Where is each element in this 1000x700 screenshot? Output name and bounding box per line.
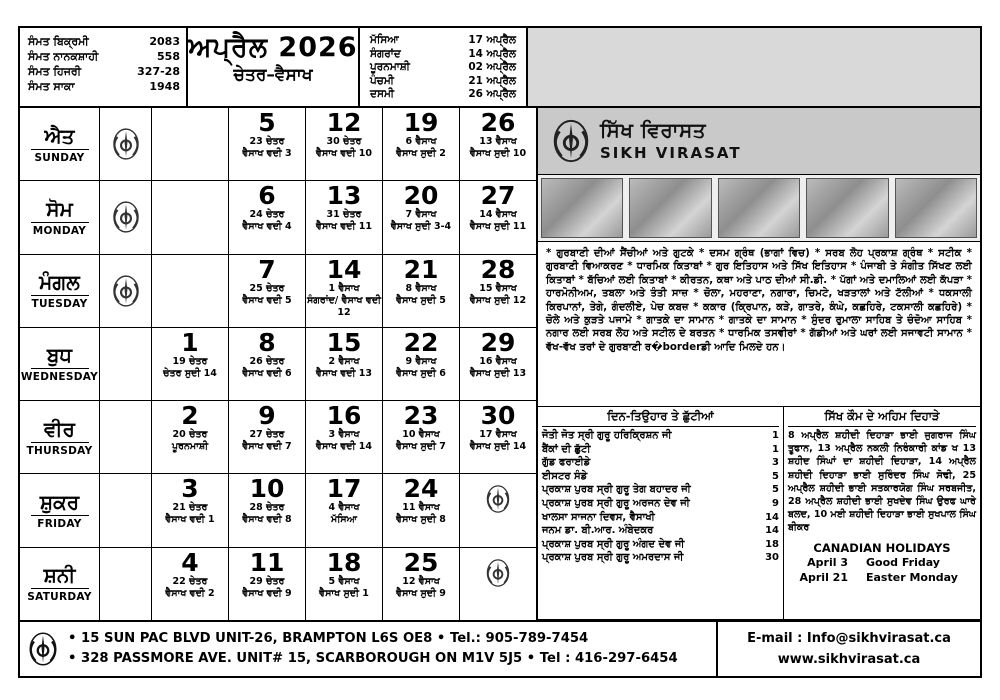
date-number: 1 [181,327,199,357]
footer-logo [20,622,66,676]
date-tithi: ਵੈਸਾਖ ਸੁਦੀ 10 [469,148,527,159]
date-cell [383,108,460,180]
date-cell [383,255,460,327]
date-number: 25 [403,547,439,577]
date-desi: 22 ਚੇਤਰ [172,575,208,587]
date-cell [152,255,229,327]
weekday-name-pa: ਵੀਰ [31,418,89,443]
date-desi: 5 ਵੈਸਾਖ [328,575,360,587]
date-tithi: ਪੂਰਨਮਾਸ਼ੀ [171,441,209,453]
holiday-row [788,570,976,585]
date-number: 26 [480,108,516,137]
date-number: 28 [480,254,516,284]
khanda-icon [28,631,58,667]
moon-event-row [370,75,516,89]
date-tithi: ਵੈਸਾਖ ਵਦੀ 10 [316,148,372,159]
date-tithi: ਵੈਸਾਖ ਵਦੀ 5 [242,294,292,306]
event-day: 30 [765,552,779,564]
header-bar [20,28,980,108]
date-desi: 11 ਵੈਸਾਖ [402,502,440,514]
moon-event-date: 17 ਅਪ੍ਰੈਲ [468,34,516,46]
date-cell [152,328,229,400]
event-day: 18 [765,538,779,550]
date-tithi: ਵੈਸਾਖ ਵਦੀ 7 [242,441,292,453]
event-row [542,470,779,484]
date-number: 7 [258,254,276,284]
calendar-body [20,108,980,620]
date-desi: 30 ਚੇਤਰ [326,136,362,147]
date-tithi: ਵੈਸਾਖ ਸੁਦੀ 14 [469,441,527,453]
date-number: 11 [249,547,285,577]
date-tithi: ਵੈਸਾਖ ਵਦੀ 9 [242,587,292,599]
moon-event-label: ਸੰਗਰਾਂਦ [370,47,401,60]
date-cell [229,474,306,546]
footer-bar [20,620,980,676]
date-cell [229,548,306,620]
weekday-name-en: FRIDAY [37,518,82,531]
date-tithi: ਵੈਸਾਖ ਸੁਦੀ 9 [396,587,446,599]
event-day: 1 [772,443,779,455]
event-row [542,483,779,497]
date-cell [306,181,383,253]
week-row-friday [20,474,536,547]
date-number: 4 [181,547,199,577]
date-tithi: ਵੈਸਾਖ ਸੁਦੀ 8 [396,514,446,526]
date-desi: 7 ਵੈਸਾਖ [405,209,437,221]
date-cell [229,108,306,180]
date-cell [229,255,306,327]
weekday-name-en: TUESDAY [31,298,88,311]
weekday-label-thursday [20,401,100,473]
weekday-name-pa: ਸ਼ੁਕਰ [31,491,89,516]
date-number: 29 [480,327,516,357]
events-heading: ਦਿਨ-ਤਿਉਹਾਰ ਤੇ ਛੁੱਟੀਆਂ [542,409,779,427]
date-tithi: ਵੈਸਾਖ ਸੁਦੀ 3-4 [390,221,452,233]
date-number: 13 [326,181,362,211]
date-desi: 1 ਵੈਸਾਖ [328,282,360,294]
email-text[interactable]: E-mail : Info@sikhvirasat.ca [747,631,951,646]
khanda-cell [100,255,152,327]
events-column [538,407,784,619]
event-day: 14 [765,525,779,537]
date-cell [306,548,383,620]
date-cell [306,401,383,473]
date-desi: 21 ਚੇਤਰ [172,502,208,514]
event-row [542,443,779,457]
event-name: ਈਸਟਰ ਸੰਡੇ [542,470,588,482]
banner-title-pa: ਸਿੱਖ ਵਿਰਾਸਤ [600,118,707,142]
footer-contact [718,622,980,676]
date-number: 12 [326,108,362,137]
samvat-value: 558 [157,50,180,63]
event-row [542,511,779,525]
date-cell [383,328,460,400]
product-photo [629,178,711,238]
date-desi: 4 ਵੈਸਾਖ [328,502,360,514]
date-desi: 27 ਚੇਤਰ [249,429,285,441]
samvat-row [28,49,180,64]
calendar-grid [20,108,538,620]
date-tithi: ਵੈਸਾਖ ਸੁਦੀ 13 [469,367,527,379]
date-number: 22 [403,327,439,357]
date-tithi: ਵੈਸਾਖ ਵਦੀ 14 [316,441,372,453]
week-row-monday [20,181,536,254]
date-cell [383,548,460,620]
moon-event-date: 14 ਅਪ੍ਰੈਲ [468,47,516,60]
product-photo-strip [538,175,980,242]
event-name: ਪ੍ਰਕਾਸ਼ ਪੁਰਬ ਸ੍ਰੀ ਗੁਰੂ ਅਰਜਨ ਦੇਵ ਜੀ [542,497,690,509]
samvat-row [28,34,180,49]
moon-event-date: 21 ਅਪ੍ਰੈਲ [468,74,516,87]
date-cell [229,328,306,400]
date-cell-empty [460,548,536,620]
moon-event-label: ਪੰਚਮੀ [370,74,394,87]
weekday-name-en: SUNDAY [34,151,85,164]
khanda-cell [100,474,152,546]
date-number: 3 [181,474,199,504]
khanda-cell [100,181,152,253]
weekday-label-tuesday [20,255,100,327]
samvat-row [28,64,180,79]
sikh-days-heading: ਸਿੱਖ ਕੌਮ ਦੇ ਅਹਿਮ ਦਿਹਾੜੇ [788,409,976,427]
date-desi: 31 ਚੇਤਰ [326,209,362,221]
event-row [542,524,779,538]
event-row [542,538,779,552]
event-day: 14 [765,511,779,523]
week-row-sunday [20,108,536,181]
event-name: ਜਨਮ ਡਾ. ਬੀ.ਆਰ. ਅੰਬੇਦਕਰ [542,525,654,537]
weekday-name-en: SATURDAY [27,591,92,604]
khanda-cell [100,108,152,180]
date-cell [152,548,229,620]
date-desi: 14 ਵੈਸਾਖ [479,209,517,221]
event-row [542,551,779,565]
product-photo [806,178,888,238]
date-tithi: ਮੱਸਿਆ [331,514,357,526]
date-desi: 24 ਚੇਤਰ [249,209,285,221]
khanda-icon [111,127,141,161]
date-tithi: ਚੇਤਰ ਸੁਦੀ 14 [163,367,217,379]
weekday-label-sunday [20,108,100,180]
date-desi: 15 ਵੈਸਾਖ [479,282,517,294]
date-tithi: ਵੈਸਾਖ ਵਦੀ 2 [165,587,215,599]
date-desi: 9 ਵੈਸਾਖ [405,355,437,367]
samvat-label: ਸੰਮਤ ਬਿਕ੍ਰਮੀ [28,35,89,48]
samvat-value: 1948 [149,80,180,93]
date-desi: 20 ਚੇਤਰ [172,429,208,441]
date-number: 27 [480,181,516,211]
khanda-icon [485,484,511,514]
date-desi: 17 ਵੈਸਾਖ [479,429,517,441]
date-cell [383,474,460,546]
weekday-name-pa: ਬੁਧ [31,344,89,369]
date-number: 30 [480,401,516,431]
sikh-virasat-banner [538,108,980,175]
khanda-icon [485,558,511,588]
products-description: * ਗੁਰਬਾਣੀ ਦੀਆਂ ਸੈਂਚੀਆਂ ਅਤੇ ਗੁਟਕੇ * ਦਸਮ ਗ੍ਰੰਥ (ਭਾਗਾਂ ਵਿਚ) * ਸਰਬ ਲੋਹ ਪ੍ਰਕਾਸ਼ ਗ੍ਰੰਥ * ਸਟੀਕ * ਗੁਰਬਾਣੀ ਵਿਆਕਰਣ * ਧਾਰਮਿਕ ਕਿਤਾਬਾਂ * ਗੁਰ ਇਤਿਹਾਸ ਅਤੇ ਸਿੱਖ ਇਤਿਹਾਸ * ਪੰਜਾਬੀ ਤੇ ਸੰਗੀਤ ਸਿੱਖਣ ਲਈ ਕਿਤਾਬਾਂ * ਬੱਚਿਆਂ ਲਈ ਕਿਤਾਬਾਂ * ਕੀਰਤਨ, ਕਥਾ ਅਤੇ ਪਾਠ ਦੀਆਂ ਸੀ.ਡੀ. * ਪੱਗਾਂ ਅਤੇ ਦਮਾਲਿਆਂ ਲਈ ਕੱਪੜਾ * ਹਾਰਮੋਨੀਅਮ, ਤਬਲਾ ਅਤੇ ਤੰਤੀ ਸਾਜ਼ * ਚੋਲਾ, ਮਹਰਾਣਾ, ਨਗਾਰਾ, ਚਿਮਟੇ, ਖੜਤਾਲਾਂ ਅਤੇ ਟੱਲੀਆਂ * ਧਕਸਾਲੀ ਕਿਰਪਾਨਾਂ, ਤੇਗੇ, ਗੰਦਲੀਏ, ਪੇਚ ਕਬਜ਼ * ਕਕਾਰ (ਕ੍ਰਿਪਾਨ, ਕੜੇ, ਗਾਤਰੇ, ਕੰਘੇ, ਕਛਹਿਰੇ, ਟਕਸਾਲੀ ਕਛਹਿਰੇ) * ਚੋਲੇ ਅਤੇ ਕੁੜਤੇ ਪਜਾਮੇ * ਗਾਤਕੇ ਦਾ ਸਾਮਾਨ * ਗਾਤਕੇ ਦਾ ਸਾਮਾਨ * ਸੁੰਦਰ ਰੁਮਾਲਾ ਸਾਹਿਬ ਤੇ ਚੰਦੋਆ ਸਾਹਿਬ * ਨਗਾਰ ਲਈ ਸਰਬ ਲੋਹ ਅਤੇ ਸਟੀਲ ਦੇ ਬਰਤਨ * ਧਾਰਮਿਕ ਤਸਵੀਰਾਂ * ਗੱਡੀਆਂ ਅਤੇ ਘਰਾਂ ਲਈ ਸਜਾਵਟੀ ਸਾਮਾਨ * ਵੱਖ-ਵੱਖ ਤਰਾਂ ਦੇ ਗੁਰਬਾਣੀ ਰ�borderਡੀ ਆਦਿ ਮਿਲਦੇ ਹਨ। [538,242,980,407]
date-tithi: ਵੈਸਾਖ ਸੁਦੀ 11 [469,221,527,233]
date-desi: 25 ਚੇਤਰ [249,282,285,294]
date-desi: 19 ਚੇਤਰ [172,355,208,367]
samvat-row [28,79,180,94]
date-number: 10 [249,474,285,504]
date-number: 14 [326,254,362,284]
date-cell [306,474,383,546]
calendar-frame [18,26,982,678]
holiday-row [788,555,976,570]
date-number: 20 [403,181,439,211]
weekday-name-pa: ਐਤ [31,125,89,150]
canadian-holidays-heading: CANADIAN HOLIDAYS [813,540,951,555]
date-tithi: ਵੈਸਾਖ ਵਦੀ 8 [242,514,292,526]
desi-month-name: ਚੇਤਰ–ਵੈਸਾਖ [233,65,313,85]
date-number: 16 [326,401,362,431]
month-name: ਅਪ੍ਰੈਲ 2026 [188,32,358,63]
date-desi: 10 ਵੈਸਾਖ [402,429,440,441]
samvat-value: 2083 [149,35,180,48]
khanda-cell [100,548,152,620]
holiday-name: Good Friday [866,555,940,569]
weekday-name-en: THURSDAY [26,444,93,457]
date-number: 18 [326,547,362,577]
event-name: ਪ੍ਰਕਾਸ਼ ਪੁਰਬ ਸ੍ਰੀ ਗੁਰੂ ਅਮਰਦਾਸ ਜੀ [542,552,684,564]
event-name: ਪ੍ਰਕਾਸ਼ ਪੁਰਬ ਸ੍ਰੀ ਗੁਰੂ ਅੰਗਦ ਦੇਵ ਜੀ [542,538,685,550]
moon-event-label: ਪੂਰਨਮਾਸ਼ੀ [370,61,410,74]
date-tithi: ਵੈਸਾਖ ਵਦੀ 6 [242,367,292,379]
banner-title-en: SIKH VIRASAT [600,144,742,162]
samvat-label: ਸੰਮਤ ਸਾਕਾ [28,80,75,93]
date-cell [383,181,460,253]
date-cell [460,255,536,327]
date-number: 5 [258,108,276,137]
date-tithi: ਵੈਸਾਖ ਸੁਦੀ 6 [396,367,446,379]
address-line-2: • 328 PASSMORE AVE. UNIT# 15, SCARBOROUGH ON M1V 5J5 • Tel : 416-297-6454 [68,651,678,666]
date-desi: 12 ਵੈਸਾਖ [402,575,440,587]
date-tithi: ਵੈਸਾਖ ਸੁਦੀ 7 [396,441,446,453]
weekday-label-wednesday [20,328,100,400]
event-name: ਪ੍ਰਕਾਸ਼ ਪੁਰਬ ਸ੍ਰੀ ਗੁਰੂ ਤੇਗ ਬਹਾਦਰ ਜੀ [542,484,691,496]
samvat-panel [20,28,188,106]
khanda-cell [100,401,152,473]
event-name: ਬੈਂਕਾਂ ਦੀ ਛੁੱਟੀ [542,443,591,455]
weekday-label-friday [20,474,100,546]
date-cell [383,401,460,473]
product-photo [541,178,623,238]
date-tithi: ਵੈਸਾਖ ਸੁਦੀ 1 [319,587,369,599]
weekday-name-pa: ਸ਼ਨੀ [31,564,89,589]
moon-event-label: ਦਸਮੀ [370,88,395,101]
event-name: ਖਾਲਸਾ ਸਾਜਨਾ ਦਿਵਸ, ਵੈਸਾਖੀ [542,511,655,523]
date-cell [460,108,536,180]
khanda-icon [111,274,141,308]
product-photo [718,178,800,238]
date-tithi: ਵੈਸਾਖ ਵਦੀ 3 [242,148,292,159]
date-desi: 3 ਵੈਸਾਖ [328,429,360,441]
date-cell [306,108,383,180]
weekday-label-saturday [20,548,100,620]
weekday-name-en: WEDNESDAY [20,371,99,384]
weekday-name-pa: ਸੋਮ [31,198,89,223]
date-cell [229,401,306,473]
event-row [542,456,779,470]
sikh-days-column [784,407,980,619]
date-desi: 28 ਚੇਤਰ [249,502,285,514]
date-cell [306,328,383,400]
date-desi: 13 ਵੈਸਾਖ [479,136,517,147]
date-number: 21 [403,254,439,284]
samvat-value: 327-28 [137,65,180,78]
event-name: ਜੋਤੀ ਜੋਤ ਸ੍ਰੀ ਗੁਰੂ ਹਰਿਕ੍ਰਿਸ਼ਨ ਜੀ [542,430,672,441]
week-row-tuesday [20,255,536,328]
holiday-name: Easter Monday [866,570,958,584]
moon-event-row [370,34,516,48]
khanda-cell [100,328,152,400]
sikh-days-text: 8 ਅਪ੍ਰੈਲ ਸ਼ਹੀਦੀ ਦਿਹਾੜਾ ਭਾਈ ਜੁਗਰਾਜ ਸਿੰਘ ਤੂਫਾਨ, 13 ਅਪ੍ਰੈਲ ਨਕਲੀ ਨਿਰੰਕਾਰੀ ਕਾਂਡ ਖ 13 ਸ਼ਹੀਦ ਸਿੰਘਾਂ ਦਾ ਸ਼ਹੀਦੀ ਦਿਹਾੜਾ, 14 ਅਪ੍ਰੈਲ ਸ਼ਹੀਦੀ ਦਿਹਾੜਾ ਭਾਈ ਸੁਰਿੰਦਰ ਸਿੰਘ ਸੋਢੀ, 25 ਅਪ੍ਰੈਲ ਸ਼ਹੀਦੀ ਭਾਈ ਸਤਕਾਰਯੋਗ ਸਿੰਘ ਸਰਬਜੀਤ, 28 ਅਪ੍ਰੈਲ ਸ਼ਹੀਦੀ ਭਾਈ ਸੁਖਦੇਵ ਸਿੰਘ ਉਰਫ ਘਾਰੇ ਬਲਦ, 10 ਮਈ ਸ਼ਹੀਦੀ ਦਿਹਾੜਾ ਭਾਈ ਸੁਖਪਾਲ ਸਿੰਘ ਬੀਕਰ [788,430,976,534]
date-cell [229,181,306,253]
product-photo [895,178,977,238]
holiday-date: April 21 [799,570,848,584]
date-number: 24 [403,474,439,504]
event-day: 5 [772,470,779,482]
khanda-icon [111,200,141,234]
date-cell [460,401,536,473]
date-tithi: ਵੈਸਾਖ ਵਦੀ 1 [165,514,215,526]
moon-event-row [370,61,516,75]
moon-events-panel [360,28,528,106]
event-row [542,429,779,443]
header-decorative-image [528,28,980,106]
date-number: 6 [258,181,276,211]
date-number: 9 [258,401,276,431]
date-desi: 8 ਵੈਸਾਖ [405,282,437,294]
date-desi: 26 ਚੇਤਰ [249,355,285,367]
footer-address [66,622,718,676]
date-cell [152,401,229,473]
moon-event-row [370,48,516,62]
moon-event-row [370,88,516,102]
date-desi: 6 ਵੈਸਾਖ [405,136,437,147]
event-day: 1 [772,430,779,441]
date-number: 17 [326,474,362,504]
date-number: 2 [181,401,199,431]
event-name: ਗੁੱਡ ਫਰਾਈਡੇ [542,457,591,469]
date-cell [306,255,383,327]
date-cell [152,108,229,180]
date-cell [460,181,536,253]
date-desi: 29 ਚੇਤਰ [249,575,285,587]
date-tithi: ਸੰਗਰਾਂਦ/ ਵੈਸਾਖ ਵਦੀ 12 [306,294,381,318]
date-tithi: ਵੈਸਾਖ ਸੁਦੀ 2 [396,148,446,159]
month-title-panel [188,28,360,106]
date-tithi: ਵੈਸਾਖ ਸੁਦੀ 5 [396,294,446,306]
date-cell-empty [460,474,536,546]
khanda-icon [550,118,592,164]
event-day: 9 [772,497,779,509]
date-number: 15 [326,327,362,357]
week-row-thursday [20,401,536,474]
date-tithi: ਵੈਸਾਖ ਵਦੀ 11 [316,221,372,233]
date-number: 23 [403,401,439,431]
weekday-name-en: MONDAY [32,224,87,237]
date-desi: 2 ਵੈਸਾਖ [328,355,360,367]
weekday-name-pa: ਮੰਗਲ [31,271,89,296]
moon-event-date: 26 ਅਪ੍ਰੈਲ [468,88,516,101]
date-cell [460,328,536,400]
moon-event-date: 02 ਅਪ੍ਰੈਲ [468,61,516,74]
event-day: 5 [772,484,779,496]
week-row-wednesday [20,328,536,401]
samvat-label: ਸੰਮਤ ਨਾਨਕਸ਼ਾਹੀ [28,50,99,63]
date-cell [152,181,229,253]
holiday-date: April 3 [807,555,848,569]
week-row-saturday [20,548,536,620]
date-tithi: ਵੈਸਾਖ ਸੁਦੀ 12 [469,294,527,306]
moon-event-label: ਮੱਸਿਆ [370,34,399,46]
event-row [542,497,779,511]
samvat-label: ਸੰਮਤ ਹਿਜਰੀ [28,65,82,78]
date-desi: 23 ਚੇਤਰ [249,136,285,147]
date-tithi: ਵੈਸਾਖ ਵਦੀ 4 [242,221,292,233]
weekday-label-monday [20,181,100,253]
event-day: 3 [772,457,779,469]
website-link[interactable]: www.sikhvirasat.ca [777,652,921,667]
date-cell [152,474,229,546]
date-tithi: ਵੈਸਾਖ ਵਦੀ 13 [316,367,372,379]
date-number: 19 [403,108,439,137]
date-desi: 16 ਵੈਸਾਖ [479,355,517,367]
address-line-1: • 15 SUN PAC BLVD UNIT-26, BRAMPTON L6S OE8 • Tel.: 905-789-7454 [68,631,589,646]
right-panel [538,108,980,620]
date-number: 8 [258,327,276,357]
events-section [538,407,980,620]
